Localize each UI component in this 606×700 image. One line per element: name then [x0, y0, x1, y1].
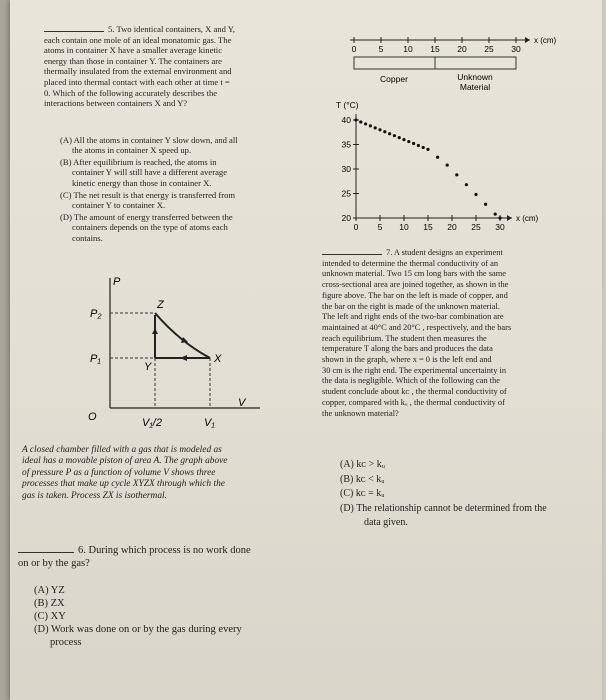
bar-tick-label: 10 [403, 44, 413, 54]
q6-option-a[interactable]: (A) YZ [34, 585, 65, 596]
data-point [364, 122, 367, 125]
process-zx [155, 313, 210, 358]
unknown-bar [435, 57, 516, 69]
q5-stem-line: Two identical containers, X and Y, [116, 24, 235, 34]
pv-caption [22, 445, 292, 502]
option-line: (D) The amount of energy transferred between the [60, 212, 233, 222]
x-unit-label: x (cm) [534, 36, 557, 45]
bar-tick-label: 0 [351, 44, 357, 54]
v-half-label: V₁/2 [142, 417, 162, 429]
point-y-label: Y [144, 361, 152, 373]
data-point [402, 138, 405, 141]
data-point [465, 183, 468, 186]
x-tick-label: 10 [399, 222, 409, 232]
q5-stem-line: each contain one mole of an ideal monatomic gas. The [44, 34, 232, 45]
data-point [474, 193, 477, 196]
q7-stem-line: The left and right ends of the two-bar combination are [322, 312, 504, 322]
q5-option-a[interactable] [60, 135, 300, 156]
option-line: the atoms in container X speed up. [72, 145, 192, 156]
data-point [412, 142, 415, 145]
q7-stem-line: 30 cm is the right end. The experimental uncertainty in [322, 365, 507, 375]
chart-x-label: x (cm) [516, 214, 539, 223]
q5-option-d[interactable] [60, 212, 300, 243]
q5-option-c[interactable] [60, 190, 300, 211]
q7-stem-line: temperature T along the bars and produces the data [322, 344, 493, 354]
q6-option-d-cont: process [50, 637, 82, 648]
option-line: containers depends on the type of atoms each [72, 222, 228, 233]
question-6 [18, 544, 298, 570]
v1-label: V₁ [204, 417, 215, 429]
data-point [417, 144, 420, 147]
y-tick-label: 25 [341, 188, 351, 199]
bar-tick-label: 5 [378, 44, 384, 54]
data-point [369, 124, 372, 127]
q7-option-c[interactable]: (C) kᴄ = kᵤ [340, 488, 385, 499]
q7-stem-line: the unknown material? [322, 408, 399, 418]
data-point [422, 146, 425, 149]
data-point [484, 203, 487, 206]
copper-bar [354, 57, 435, 69]
zx-arrow-icon [181, 337, 188, 343]
data-point [494, 212, 497, 215]
x-tick-label: 25 [471, 222, 481, 232]
data-point [426, 148, 429, 151]
q7-stem-line: shown in the graph, where x = 0 is the left end and [322, 355, 492, 365]
q7-option-d-cont: data given. [364, 517, 408, 528]
q7-stem-line: intended to determine the thermal conductivity of an [322, 258, 499, 268]
xy-arrow-icon [180, 355, 187, 361]
data-point [374, 126, 377, 129]
q5-number: 5. [108, 24, 115, 34]
caption-line: of pressure P as a function of volume V shows three [22, 467, 216, 478]
point-x-label: X [214, 353, 222, 365]
page-edge [0, 0, 10, 700]
q6-option-d[interactable]: (D) Work was done on or by the gas during every [34, 624, 242, 635]
answer-blank-6[interactable] [18, 552, 74, 553]
data-point [446, 163, 449, 166]
q7-stem-line: maintained at 40°C and 20°C , respectively, and the bars [322, 322, 512, 332]
q5-option-b[interactable] [60, 157, 300, 188]
bar-tick-label: 25 [484, 44, 494, 54]
x-tick-label: 15 [423, 222, 433, 232]
caption-line: gas is taken. Process ZX is isothermal. [22, 490, 167, 501]
q5-stem-line: 0. Which of the following accurately describes the [44, 87, 218, 98]
caption-line: A closed chamber filled with a gas that is modeled as [22, 445, 222, 455]
q5-stem-line: atoms in container X have a smaller average kinetic [44, 45, 223, 56]
q7-stem-line: copper, compared with kᵤ , the thermal conductivity of [322, 397, 505, 407]
q7-option-d[interactable]: (D) The relationship cannot be determined from the [340, 502, 547, 514]
data-point [359, 120, 362, 123]
data-point [354, 118, 357, 121]
q5-stem-line: placed into thermal contact with each other at time t = [44, 76, 230, 87]
data-point [436, 156, 439, 159]
v-axis-label: V [238, 397, 246, 409]
q7-stem-line: the bar on the right is made of the unknown material. [322, 301, 500, 311]
question-7 [322, 248, 584, 419]
question-5 [44, 24, 294, 109]
q7-option-b[interactable]: (B) kᴄ < kᵤ [340, 473, 385, 485]
q7-number: 7. [386, 248, 393, 257]
p2-label: P₂ [90, 308, 102, 320]
temperature-chart [322, 96, 572, 236]
data-point [388, 132, 391, 135]
p-axis-label: P [113, 276, 121, 288]
answer-blank-7[interactable] [322, 254, 382, 255]
x-tick-label: 5 [377, 222, 383, 232]
q7-stem-line: reach equilibrium. The student then measures the [322, 333, 487, 343]
caption-line: processes that make up cycle XYZX through which the [22, 479, 225, 490]
data-point [407, 140, 410, 143]
bar-tick-label: 20 [457, 44, 467, 54]
y-tick-label: 20 [341, 213, 351, 223]
answer-blank-5[interactable] [44, 31, 104, 32]
q5-stem-line: energy than those in container Y. The containers are [44, 55, 222, 66]
q6-option-b[interactable]: (B) ZX [34, 598, 65, 609]
x-tick-label: 0 [353, 222, 359, 232]
q7-stem-line: the data is negligible. Which of the following can the [322, 376, 500, 386]
option-line: contains. [72, 232, 103, 243]
data-point [398, 136, 401, 139]
caption-line: ideal has a movable piston of area A. The graph above [22, 456, 228, 467]
q7-stem-line: cross-sectional area are joined together, as shown in the [322, 280, 509, 290]
bar-figure [330, 30, 580, 100]
q7-stem-line: A student designs an experiment [393, 248, 503, 257]
x-tick-label: 20 [447, 222, 457, 232]
option-line: (C) The net result is that energy is transferred from [60, 190, 236, 200]
origin-label: O [88, 411, 97, 423]
q5-stem-line: interactions between containers X and Y? [44, 98, 188, 109]
unknown-label-2: Material [459, 82, 491, 92]
copper-label: Copper [380, 74, 408, 84]
p1-label: P₁ [90, 353, 101, 365]
q7-options [340, 458, 547, 531]
data-point [378, 128, 381, 131]
q7-stem-line: figure above. The bar on the left is made of copper, and [322, 290, 508, 300]
q7-option-a[interactable]: (A) kᴄ > kᵤ [340, 459, 386, 470]
option-line: kinetic energy than those in container X. [72, 177, 212, 188]
q6-option-c[interactable]: (C) XY [34, 611, 66, 622]
data-point [393, 134, 396, 137]
yz-arrow-icon [152, 328, 158, 334]
option-line: (B) After equilibrium is reached, the atoms in [60, 157, 217, 167]
y-axis-label: T (°C) [336, 100, 359, 110]
data-points [354, 118, 501, 219]
bar-tick-label: 30 [511, 44, 521, 54]
data-point [383, 130, 386, 133]
option-line: container Y will still have a different average [72, 167, 228, 178]
x-tick-label: 30 [495, 222, 505, 232]
q5-stem-line: thermally insulated from the external environment and [44, 66, 232, 77]
chart-x-arrow-icon [507, 215, 512, 221]
y-tick-label: 30 [341, 164, 351, 174]
x-axis-arrow-icon [525, 37, 530, 43]
bar-tick-label: 15 [430, 44, 440, 54]
y-tick-label: 35 [341, 139, 351, 150]
q6-number: 6. [78, 545, 86, 556]
option-line: (A) All the atoms in container Y slow down, and all [60, 135, 238, 145]
option-line: container Y to container X. [72, 200, 166, 211]
q6-stem-line: During which process is no work done [88, 545, 251, 556]
data-point [455, 173, 458, 176]
point-z-label: Z [157, 299, 164, 311]
unknown-label-1: Unknown [457, 72, 493, 82]
q7-stem-line: unknown material. Two 15 cm long bars with the same [322, 269, 506, 279]
data-point [498, 216, 501, 219]
q7-stem-line: student conclude about kᴄ , the thermal conductivity of [322, 387, 507, 397]
q6-stem-line: on or by the gas? [18, 558, 90, 569]
pv-diagram [80, 270, 270, 430]
y-tick-label: 40 [341, 115, 351, 125]
